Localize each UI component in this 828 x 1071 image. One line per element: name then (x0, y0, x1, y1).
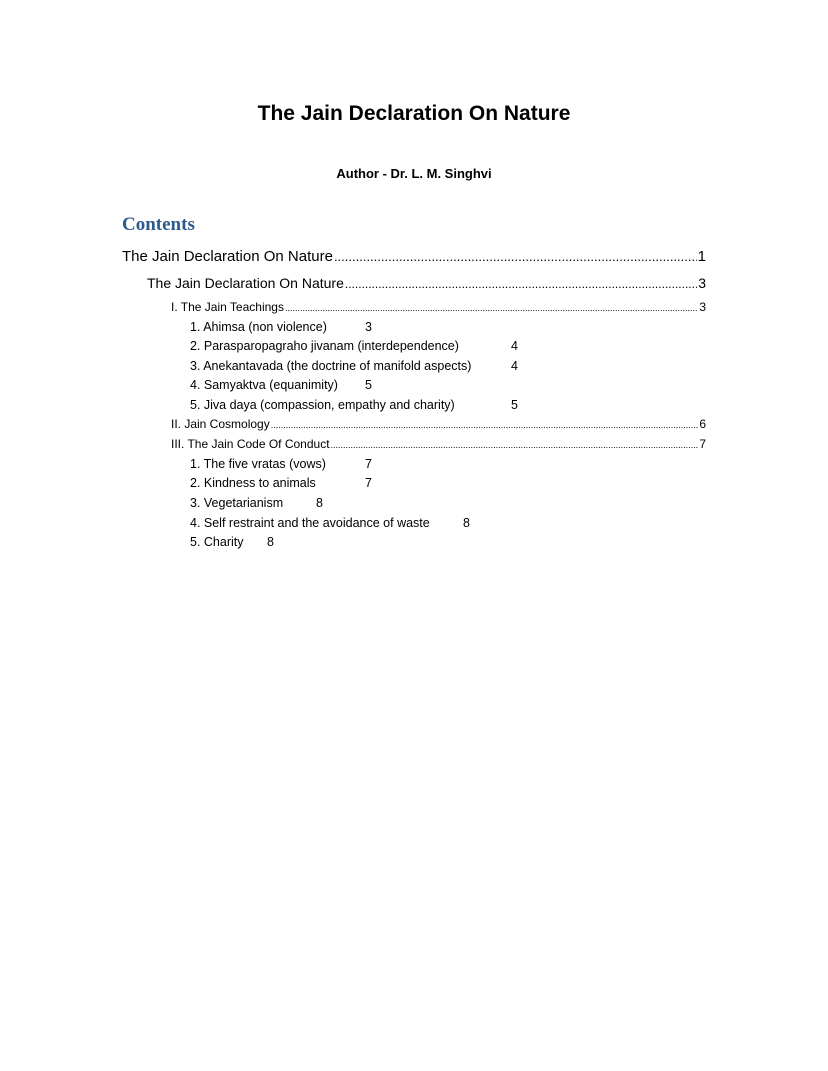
toc-leader-dots (271, 417, 699, 433)
toc-subitem-label: 4. Self restraint and the avoidance of waste (190, 516, 430, 530)
toc-entry-label: The Jain Declaration On Nature (147, 275, 344, 291)
toc-subitem-page: 8 (463, 516, 470, 530)
toc-leader-dots (331, 437, 699, 453)
toc-subitem-page: 5 (511, 398, 518, 412)
toc-subitem-label: 1. Ahimsa (non violence) (190, 320, 327, 334)
contents-heading: Contents (122, 214, 195, 235)
toc-leader-dots (334, 248, 697, 266)
toc-entry-page: 3 (699, 300, 706, 314)
toc-subitem-label: 5. Jiva daya (compassion, empathy and charity) (190, 398, 455, 412)
toc-subitem-page: 5 (365, 378, 372, 392)
toc-subitem-anekantavada[interactable] (190, 359, 518, 374)
toc-subitem-page: 3 (365, 320, 372, 334)
toc-entry-page: 3 (698, 275, 706, 291)
toc-subitem-page: 8 (267, 535, 274, 549)
toc-subitem-label: 1. The five vratas (vows) (190, 457, 326, 471)
toc-subitem-parasparopagraho[interactable] (190, 339, 518, 354)
toc-entry-level1[interactable] (122, 248, 706, 266)
toc-entry-section-jain-teachings[interactable] (171, 300, 706, 316)
toc-entry-label: The Jain Declaration On Nature (122, 248, 333, 265)
toc-entry-page: 1 (697, 248, 706, 265)
toc-entry-section-jain-cosmology[interactable] (171, 417, 706, 433)
toc-subitem-five-vratas[interactable] (190, 457, 372, 472)
toc-leader-dots (345, 275, 697, 293)
toc-subitem-label: 3. Anekantavada (the doctrine of manifold aspects) (190, 359, 472, 373)
toc-subitem-vegetarianism[interactable] (190, 496, 323, 511)
toc-subitem-ahimsa[interactable] (190, 320, 372, 335)
toc-leader-dots (285, 300, 698, 316)
author-line: Author - Dr. L. M. Singhvi (336, 166, 492, 181)
toc-entry-label: III. The Jain Code Of Conduct (171, 437, 330, 451)
toc-subitem-page: 7 (365, 476, 372, 490)
toc-subitem-self-restraint[interactable] (190, 516, 470, 531)
toc-entry-section-code-of-conduct[interactable] (171, 437, 706, 453)
toc-subitem-samyaktva[interactable] (190, 378, 372, 393)
toc-entry-label: I. The Jain Teachings (171, 300, 284, 314)
toc-subitem-label: 2. Kindness to animals (190, 476, 316, 490)
toc-entry-page: 7 (699, 437, 706, 451)
toc-subitem-page: 4 (511, 359, 518, 373)
toc-subitem-page: 4 (511, 339, 518, 353)
toc-subitem-charity[interactable] (190, 535, 274, 550)
toc-subitem-label: 3. Vegetarianism (190, 496, 284, 510)
toc-subitem-page: 8 (316, 496, 323, 510)
document-title: The Jain Declaration On Nature (257, 102, 571, 125)
toc-subitem-label: 2. Parasparopagraho jivanam (interdependence) (190, 339, 459, 353)
toc-subitem-label: 5. Charity (190, 535, 244, 549)
toc-subitem-page: 7 (365, 457, 372, 471)
toc-entry-page: 6 (699, 417, 706, 431)
toc-subitem-label: 4. Samyaktva (equanimity) (190, 378, 338, 392)
toc-subitem-kindness-to-animals[interactable] (190, 476, 372, 491)
toc-subitem-jiva-daya[interactable] (190, 398, 518, 413)
toc-entry-label: II. Jain Cosmology (171, 417, 270, 431)
toc-entry-level2[interactable] (147, 275, 706, 293)
